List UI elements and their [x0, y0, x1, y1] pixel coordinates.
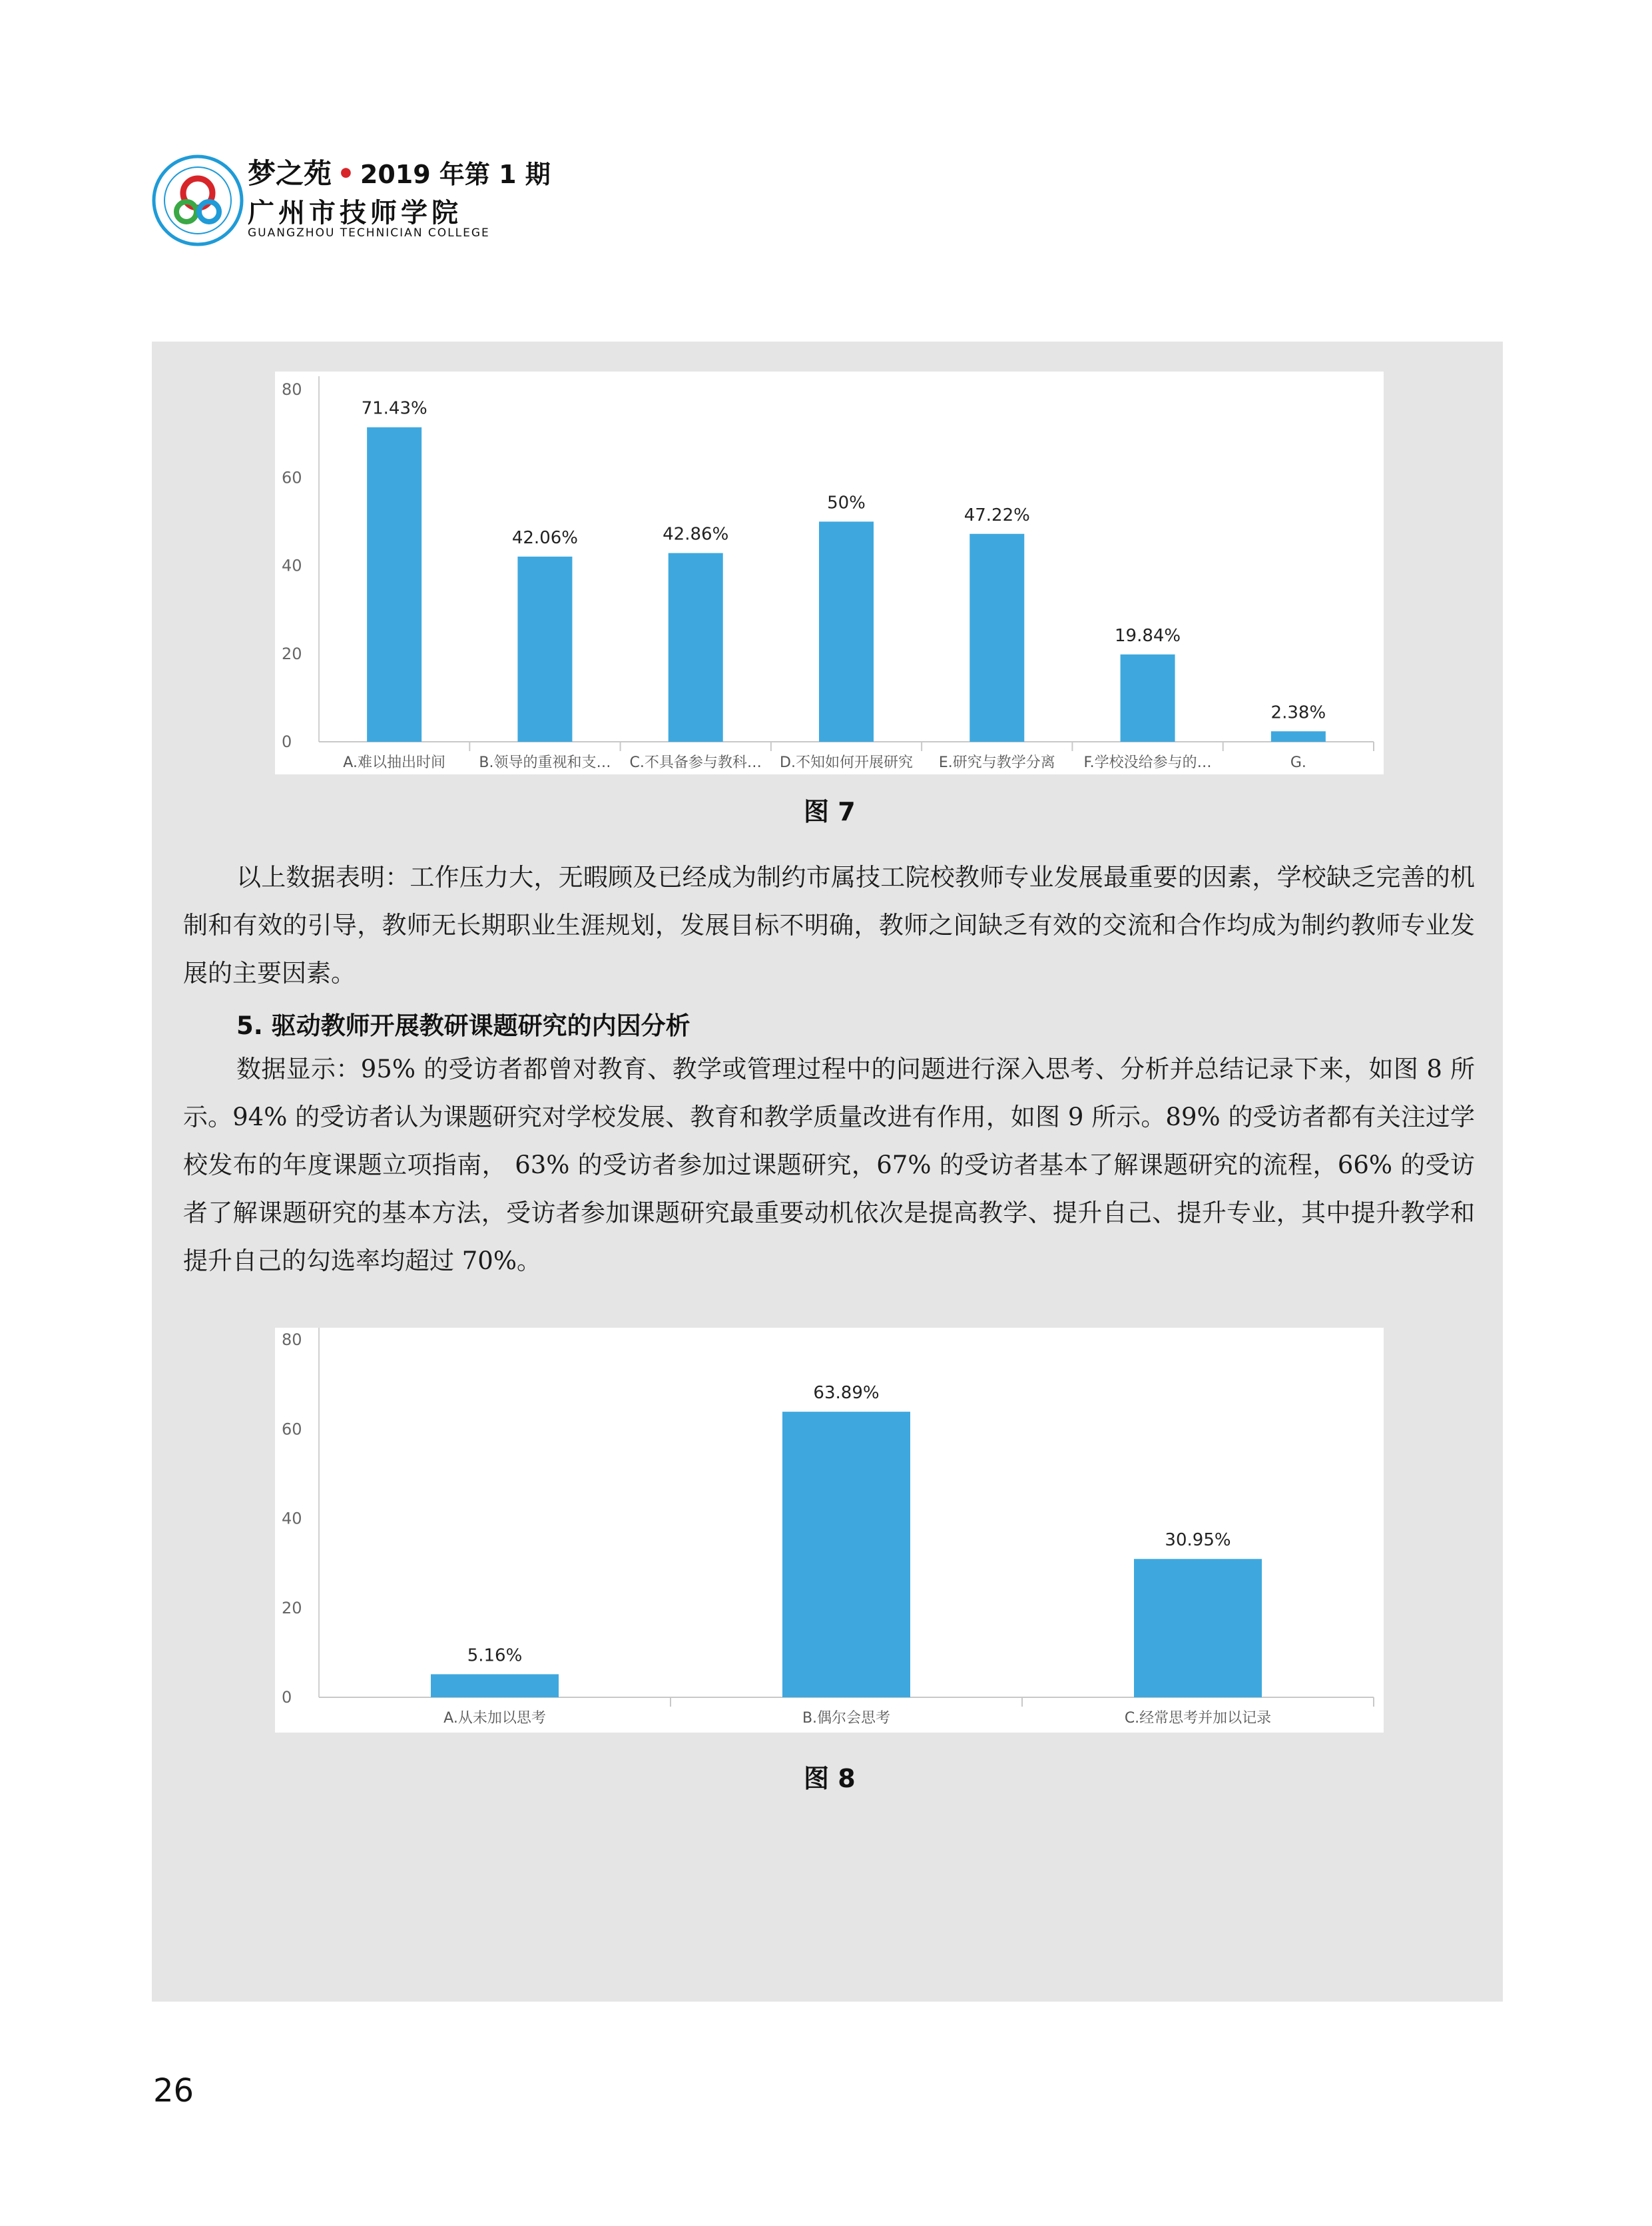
fig8-data-label: 63.89%: [813, 1383, 880, 1404]
fig8-y-tick-label: 40: [282, 1509, 302, 1528]
fig8-y-tick-label: 80: [282, 1330, 302, 1349]
fig7-data-label: 71.43%: [361, 398, 427, 419]
fig7-data-label: 2.38%: [1270, 702, 1326, 723]
fig7-y-tick-label: 40: [282, 556, 302, 575]
fig7-data-label: 50%: [827, 493, 866, 513]
fig8-data-label: 5.16%: [467, 1645, 523, 1666]
journal-name: 梦之苑: [248, 157, 332, 190]
page-number: 26: [153, 2072, 194, 2109]
college-name-en: GUANGZHOU TECHNICIAN COLLEGE: [248, 226, 490, 240]
fig7-category-label: F.学校没给参与的…: [1083, 754, 1212, 771]
fig8-bar: [782, 1412, 910, 1697]
fig8-data-label: 30.95%: [1165, 1530, 1231, 1551]
fig8-bar: [431, 1674, 559, 1697]
fig7-bar: [819, 521, 874, 742]
fig7-bar: [517, 557, 572, 742]
figure-8-chart: [275, 1328, 1384, 1733]
fig7-category-label: B.领导的重视和支…: [479, 754, 611, 771]
fig7-bar: [669, 553, 723, 742]
fig8-category-label: A.从未加以思考: [443, 1710, 546, 1727]
fig7-y-tick-label: 20: [282, 644, 302, 663]
fig8-y-tick-label: 20: [282, 1598, 302, 1617]
fig7-category-label: E.研究与教学分离: [938, 754, 1055, 771]
fig8-category-label: C.经常思考并加以记录: [1124, 1710, 1272, 1727]
paragraph-2: 数据显示：95% 的受访者都曾对教育、教学或管理过程中的问题进行深入思考、分析并总结记录下来，如图 8 所示。94% 的受访者认为课题研究对学校发展、教育和教学质量改进有作用，如图 9 所示。89% 的受访者都有关注过学校发布的年度课题立项指南， 63% 的受访者参加过课题研究，67% 的受访者基本了解课题研究的流程，66% 的受访者了解课题研究的基本方法，受访者参加课题研究最重要动机依次是提高教学、提升自己、提升专业，其中提升教学和提升自己的勾选率均超过 70%。: [183, 1055, 1475, 1275]
fig7-category-label: A.难以抽出时间: [343, 754, 445, 771]
fig7-bar: [1271, 731, 1326, 742]
fig7-y-tick-label: 0: [282, 732, 292, 751]
fig7-bar: [969, 534, 1024, 742]
fig7-bar: [1121, 655, 1175, 742]
issue-label: 2019 年第 1 期: [360, 160, 551, 189]
journal-header: [248, 152, 551, 192]
fig8-y-tick-label: 0: [282, 1688, 292, 1707]
figure-7-svg: [275, 372, 1384, 774]
fig7-category-label: C.不具备参与教科…: [629, 754, 762, 771]
section-heading-5: 5. 驱动教师开展教研课题研究的内因分析: [236, 1011, 690, 1040]
fig7-data-label: 47.22%: [964, 505, 1030, 525]
fig7-data-label: 42.86%: [663, 524, 729, 545]
fig7-bar: [367, 427, 421, 742]
fig8-bar: [1134, 1559, 1262, 1697]
figure-8-caption: 图 8: [804, 1764, 856, 1793]
college-seal-logo: [152, 154, 244, 246]
fig7-y-tick-label: 80: [282, 380, 302, 399]
fig7-category-label: D.不知如何开展研究: [780, 754, 913, 771]
fig7-category-label: G.: [1290, 754, 1306, 771]
figure-8-svg: [275, 1328, 1384, 1733]
separator-dot: •: [337, 157, 355, 190]
fig7-data-label: 19.84%: [1115, 625, 1181, 646]
figure-7-caption: 图 7: [804, 797, 856, 826]
fig7-data-label: 42.06%: [511, 527, 578, 548]
fig7-y-tick-label: 60: [282, 468, 302, 487]
figure-7-chart: [275, 372, 1384, 774]
fig8-category-label: B.偶尔会思考: [802, 1710, 891, 1727]
college-name-cn: 广州市技师学院: [248, 198, 462, 228]
fig8-y-tick-label: 60: [282, 1420, 302, 1439]
paragraph-1: 以上数据表明：工作压力大，无暇顾及已经成为制约市属技工院校教师专业发展最重要的因素，学校缺乏完善的机制和有效的引导，教师无长期职业生涯规划，发展目标不明确，教师之间缺乏有效的交流和合作均成为制约教师专业发展的主要因素。: [183, 863, 1475, 987]
